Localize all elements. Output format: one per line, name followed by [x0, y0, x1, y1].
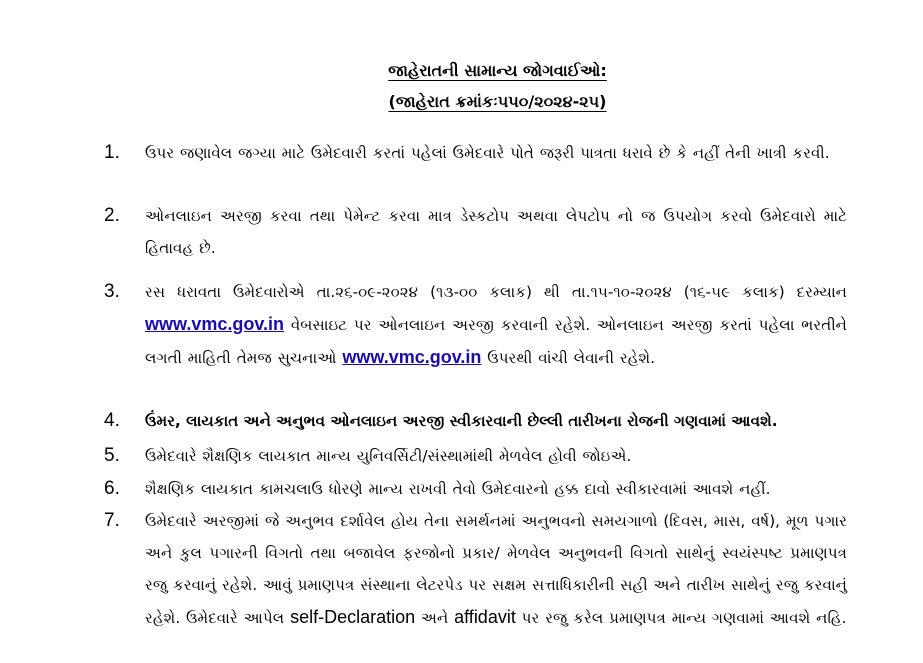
list-item-text [145, 276, 847, 374]
list-item-text: શૈક્ષણિક લાયકાત કામચલાઉ ધોરણે માન્ય રાખવી તેવો ઉમેદવારનો હક્ક દાવો સ્વીકારવામાં આવશે નહીં. [145, 480, 771, 498]
list-item-number: 2. [104, 205, 120, 226]
list-item-number: 3. [104, 281, 120, 302]
list-item-number: 1. [104, 142, 120, 163]
vmc-website-link[interactable]: www.vmc.gov.in [145, 314, 285, 334]
list-item-text: ઉંમર, લાયકાત અને અનુભવ ઓનલાઇન અરજી સ્વીકારવાની છેલ્લી તારીખના રોજની ગણવામાં આવશે. [145, 412, 778, 430]
list-item-text-part: રસ ધરાવતા ઉમેદવારોએ તા.૨૬-૦૯-૨૦૨૪ (૧૩-૦૦ કલાક) થી તા.૧૫-૧૦-૨૦૨૪ (૧૬-૫૯ કલાક) દરમ્યાન [145, 283, 847, 301]
list-item-text-part: ઉપરથી વાંચી લેવાની રહેશે. [481, 349, 656, 367]
list-item-text: ઓનલાઇન અરજી કરવા તથા પેમેન્ટ કરવા માત્ર ડેસ્કટોપ અથવા લેપટોપ નો જ ઉપયોગ કરવો ઉમેદવારો માટે હિતાવહ છે. [145, 207, 847, 257]
list-item-number: 6. [104, 478, 120, 499]
list-item-text-part: ઉમેદવારે અરજીમાં જે અનુભવ દર્શાવેલ હોય તેના સમર્થનમાં અનુભવનો સમયગાળો (દિવસ, માસ, વર્ષ), મૂળ પગાર અને કુલ પગારની વિગતો તથા બજાવેલ ફરજોનો પ્રકાર/ મેળવેલ અનુભવની વિગતો સાથેનું સ્વયંસ્પષ્ટ પ્રમાણપત્ર રજુ કરવાનું રહેશે. આવું પ્રમાણપત્ર સંસ્થાના લેટરપેડ પર સક્ષમ સત્તાધિકારીની સહી અને તારીખ સાથેનું રજુ કરવાનું રહેશે. ઉમેદવારે આપેલ [145, 512, 847, 627]
list-item-number: 7. [104, 510, 120, 531]
page-title [36, 60, 923, 82]
list-item-text-part: અને [415, 609, 455, 627]
list-item-text-part: વેબસાઇટ પર ઓનલાઇન અરજી કરવાની રહેશે. ઓનલાઇન અરજી કરતાં પહેલા ભરતીને લગતી માહિતી તેમજ સુચનાઓ [145, 316, 847, 367]
affidavit-term: affidavit [454, 607, 516, 627]
list-item-text: ઉમેદવારે શૈક્ષણિક લાયકાત માન્ય યુનિવર્સિટી/સંસ્થામાંથી મેળવેલ હોવી જોઇએ. [145, 447, 632, 465]
advertisement-number-text: (જાહેરાત ક્રમાંકઃ૫૫૦/૨૦૨૪-૨૫) [388, 92, 607, 111]
vmc-website-link[interactable]: www.vmc.gov.in [342, 347, 482, 367]
list-item-text [145, 505, 847, 634]
list-item-number: 5. [104, 445, 120, 466]
page-title-text: જાહેરાતની સામાન્ય જોગવાઈઓ: [388, 61, 607, 80]
list-item-text-part: પર રજુ કરેલ પ્રમાણપત્ર માન્ય ગણવામાં આવશે નહિ. [515, 609, 847, 627]
advertisement-number [36, 91, 923, 113]
self-declaration-term: self-Declaration [290, 607, 416, 627]
list-item-number: 4. [104, 410, 120, 431]
list-item-text: ઉપર જણાવેલ જગ્યા માટે ઉમેદવારી કરતાં પહેલાં ઉમેદવારે પોતે જરૂરી પાત્રતા ધરાવે છે કે નહીં તેની ખાત્રી કરવી. [145, 144, 830, 162]
